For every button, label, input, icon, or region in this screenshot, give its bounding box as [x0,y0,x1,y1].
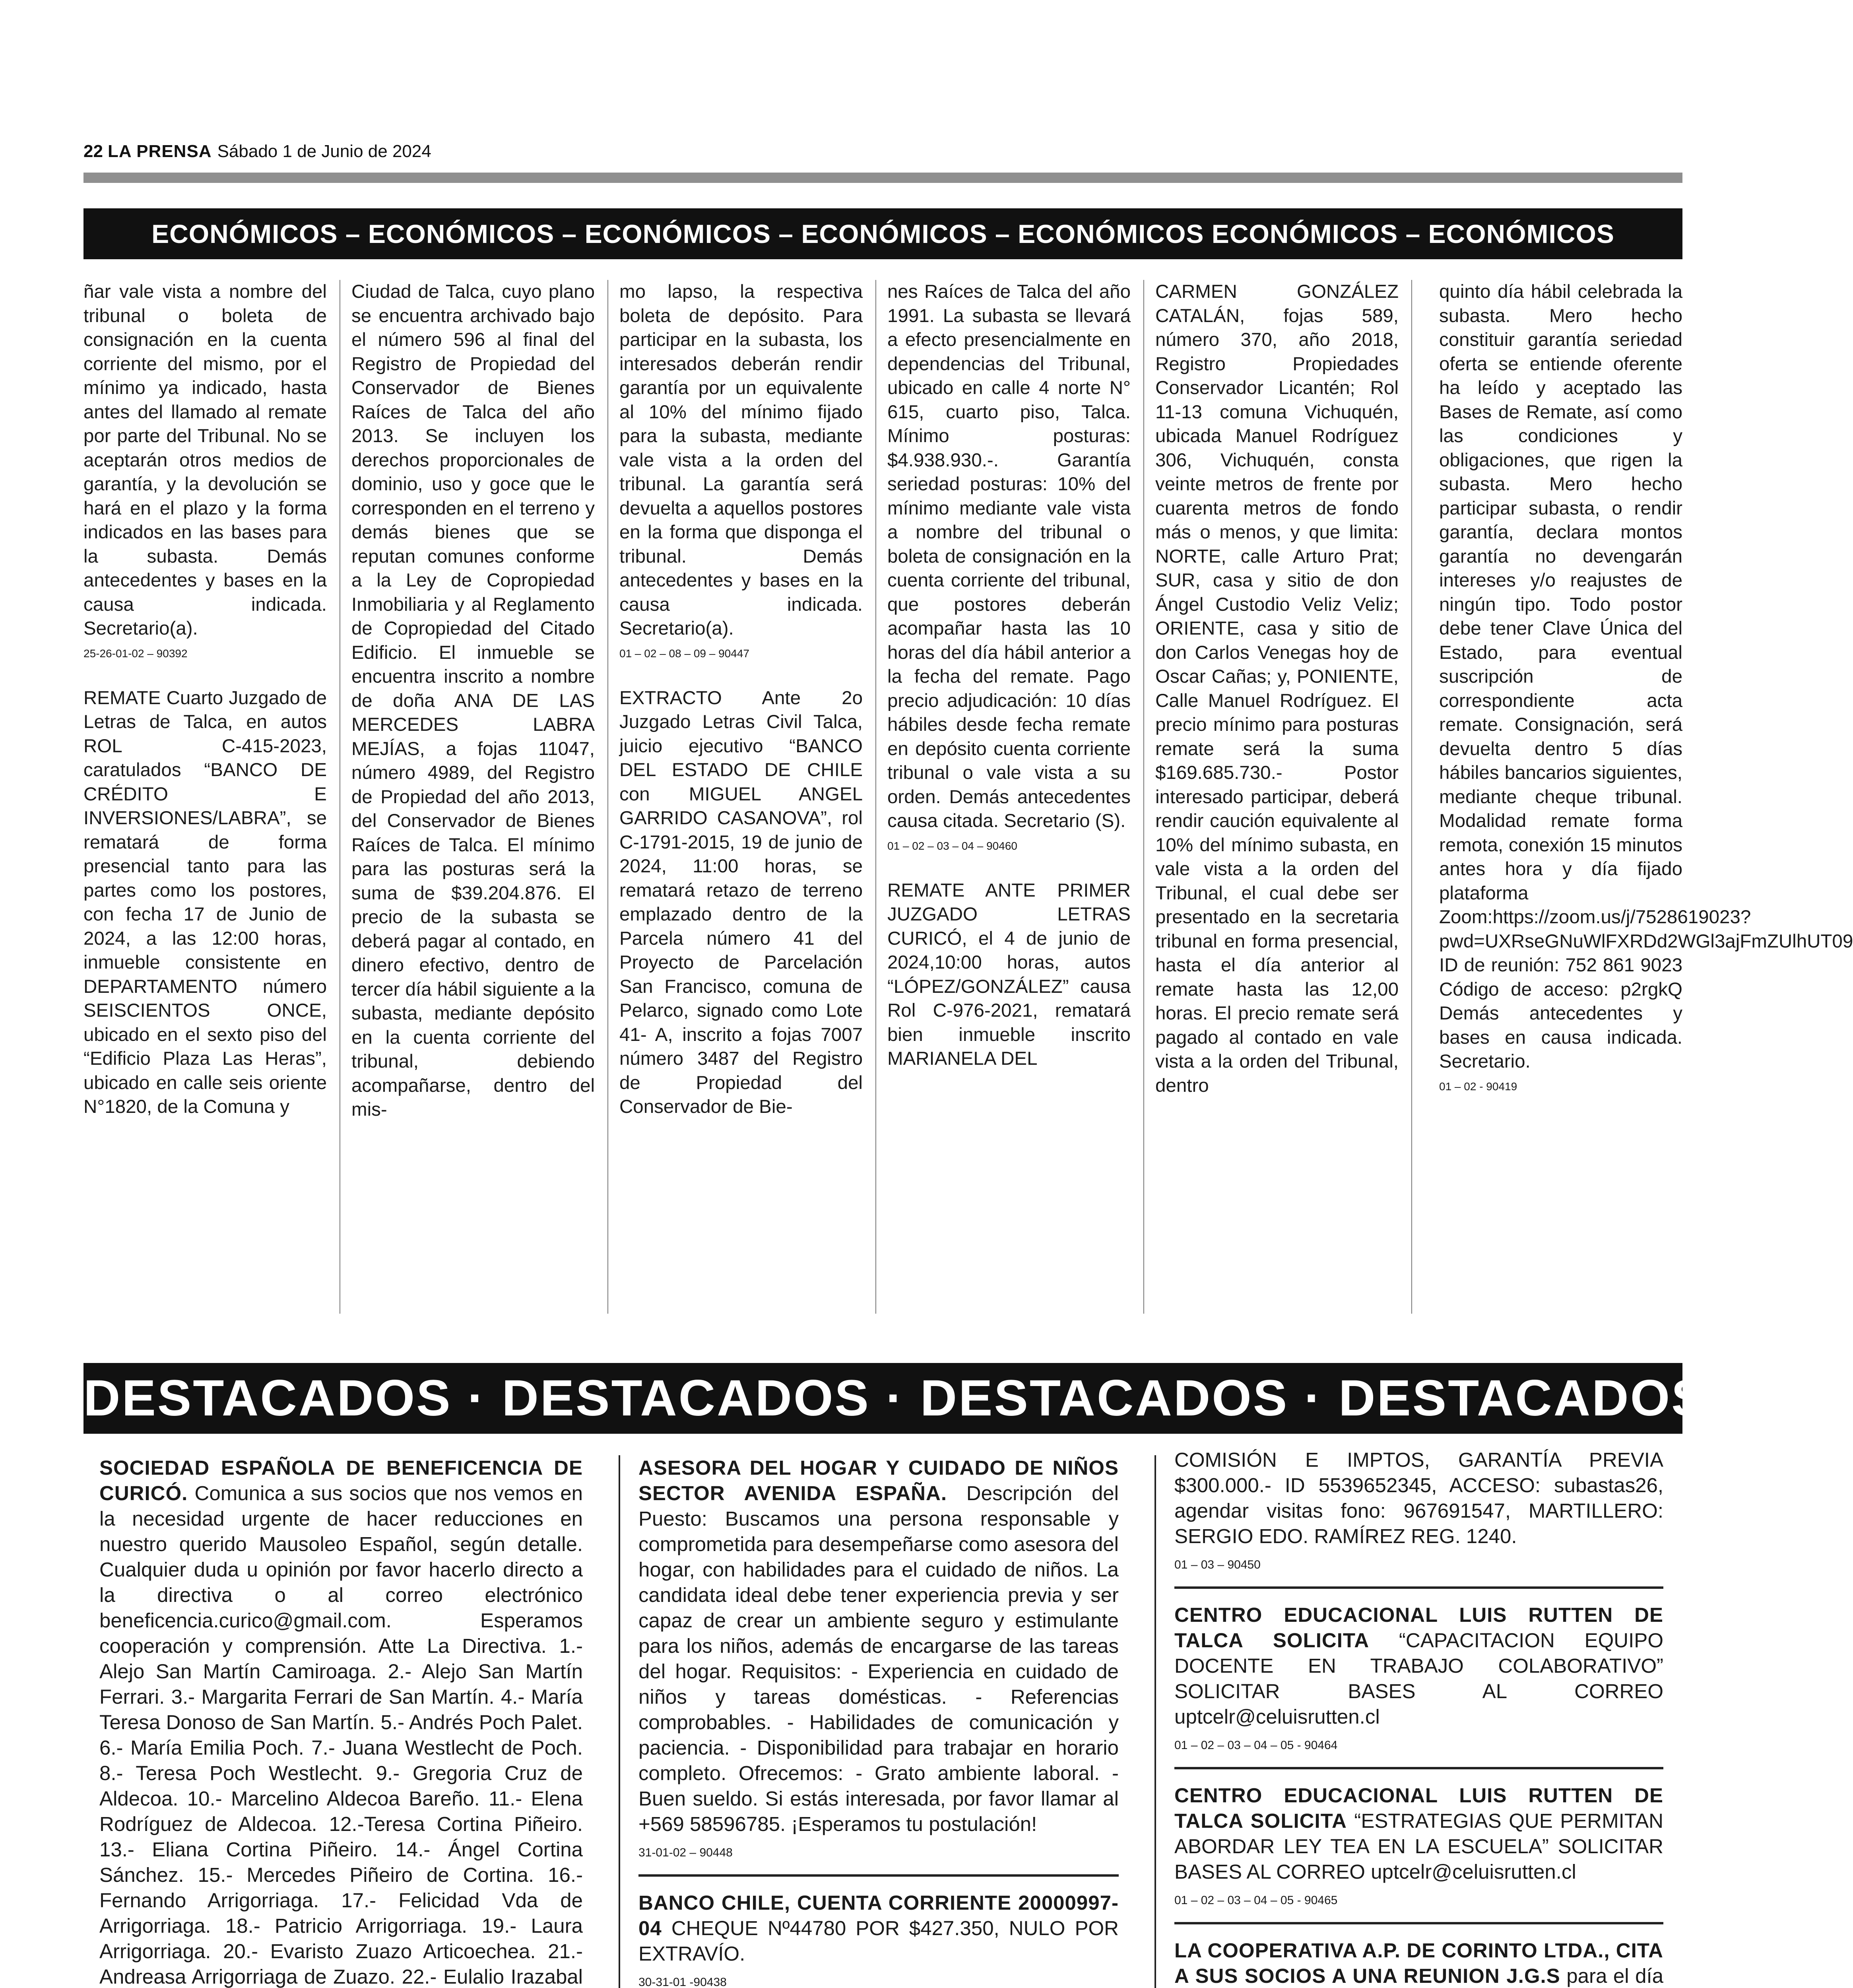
classified-ad [83,686,327,1119]
featured-notice [99,1455,583,1988]
ad-text: mo lapso, la respectiva boleta de depósito. Para participar en la subasta, los interesados deberán rendir garantía por un equivalente al 10% del mínimo fijado para la subasta, mediante vale vista a la orden del tribunal. La garantía será devuelta a aquellos postores en la forma que disponga el tribunal. Demás antecedentes y bases en la causa indicada. Secretario(a). [619,281,863,639]
economicos-column-3 [619,280,863,1119]
notice-title: CENTRO EDUCACIONAL LUIS RUTTEN DE TALCA SOLICITA [1174,1604,1663,1652]
column-divider [619,1455,620,1988]
notice-body: Comunica a sus socios que nos vemos en la necesidad urgente de hacer reducciones en nuestro querido Mausoleo Español, según detalle. Cualquier duda u opinión por favor hacerlo directo a la directiva o al correo electrónico beneficencia.curico@gmail.com. Esperamos cooperación y comprensión. Atte La Directiva. 1.- Alejo San Martín Camiroaga. 2.- Alejo San Martín Ferrari. 3.- Margarita Ferrari de San Martín. 4.- María Teresa Donoso de San Martín. 5.- Andrés Poch Palet. 6.- María Emilia Poch. 7.- Juana Westlecht de Poch. 8.- Teresa Poch Westlecht. 9.- Gregoria Cruz de Aldecoa. 10.- Marcelino Aldecoa Bareño. 11.- Elena Rodríguez de Aldecoa. 12.-Teresa Cortina Piñeiro. 13.- Eliana Cortina Piñeiro. 14.- Ángel Cortina Sánchez. 15.- Mercedes Piñeiro de Cortina. 16.- Fernando Arrigorriaga. 17.- Felicidad Vda de Arrigorriaga. 18.- Patricio Arrigorriaga. 19.- Laura Arrigorriaga. 20.- Evaristo Zuazo Articoechea. 21.- Andreasa Arrigorriaga de Zuazo. 22.- Eulalio Irazabal [99,1482,583,1988]
classified-ad [1439,280,1853,1095]
notice-body: “ESTRATEGIAS QUE PERMITAN ABORDAR LEY TEA EN LA ESCUELA” SOLICITAR BASES AL CORREO uptcelr@celuisrutten.cl [1174,1809,1664,1883]
ad-code: 25-26-01-02 – 90392 [83,647,188,660]
classified-ad [83,280,327,662]
notice-body: CHEQUE Nº44780 POR $427.350, NULO POR EXTRAVÍO. [638,1917,1119,1965]
featured-notice [1174,1783,1663,1908]
destacados-banner: DESTACADOS · DESTACADOS · DESTACADOS · DESTACADOS [83,1363,1682,1434]
notice-body: Descripción del Puesto: Buscamos una persona responsable y comprometida para desempeñarse como asesora del hogar, con habilidades para el cuidado de niños. La candidata ideal debe tener experiencia previa y ser capaz de crear un ambiente seguro y estimulante para los niños, además de encargarse de las tareas del hogar. Requisitos: - Experiencia en cuidado de niños y tareas domésticas. - Referencias comprobables. - Habilidades de comunicación y paciencia. - Disponibilidad para trabajar en horario completo. Ofrecemos: - Grato ambiente laboral. - Buen sueldo. Si estás interesada, por favor llamar al +569 58596785. ¡Esperamos tu postulación! [638,1482,1119,1835]
featured-notice [638,1890,1119,1988]
notice-body: “CAPACITACION EQUIPO DOCENTE EN TRABAJO COLABORATIVO” SOLICITAR BASES AL CORREO uptcelr@celuisrutten.cl [1174,1629,1663,1728]
notice-code: 01 – 03 – 90450 [1174,1558,1261,1571]
ad-code: 01 – 02 - 90419 [1439,1080,1517,1093]
economicos-column-6 [1439,280,1853,1095]
notice-title: SOCIEDAD ESPAÑOLA DE BENEFICENCIA DE CURICÓ. [99,1456,583,1505]
ad-text: REMATE Cuarto Juzgado de Letras de Talca, en autos ROL C-415-2023, caratulados “BANCO DE CRÉDITO E INVERSIONES/LABRA”, se rematará de forma presencial tanto para las partes como los postores, con fecha 17 de Junio de 2024, a las 12:00 horas, inmueble consistente en DEPARTAMENTO número SEISCIENTOS ONCE, ubicado en el sexto piso del “Edificio Plaza Las Heras”, ubicado en calle seis oriente N°1820, de la Comuna y [83,687,327,1117]
destacados-column-1 [99,1455,583,1988]
notice-title: LA COOPERATIVA A.P. DE CORINTO LTDA., CITA A SUS SOCIOS A UNA REUNION J.G.S [1174,1939,1663,1987]
notice-title: BANCO CHILE, CUENTA CORRIENTE 20000997-04 [638,1891,1119,1939]
ad-text: ñar vale vista a nombre del tribunal o boleta de consignación en la cuenta corriente del mismo, por el mínimo ya indicado, hasta antes del llamado al remate por parte del Tribunal. No se aceptarán otros medios de garantía, y la devolución se hará en el plazo y la forma indicados en las bases para la subasta. Demás antecedentes y bases en la causa indicada. Secretario(a). [83,281,327,639]
newspaper-name: LA PRENSA [107,142,212,161]
economicos-column-4 [887,280,1131,1071]
ad-text: REMATE ANTE PRIMER JUZGADO LETRAS CURICÓ, el 4 de junio de 2024,10:00 horas, autos “LÓPEZ/GONZÁLEZ” causa Rol C-976-2021, rematará bien inmueble inscrito MARIANELA DEL [887,879,1131,1069]
economicos-column-5 [1155,280,1399,1098]
page-number: 22 [83,142,103,161]
ad-text: CARMEN GONZÁLEZ CATALÁN, fojas 589, número 370, año 2018, Registro Propiedades Conservador Licantén; Rol 11-13 comuna Vichuquén, ubicada Manuel Rodríguez 306, Vichuquén, consta veinte metros de frente por cuarenta metros de fondo más o menos, y que limita: NORTE, calle Arturo Prat; SUR, casa y sitio de don Ángel Custodio Veliz Veliz; ORIENTE, casa y sitio de don Carlos Venegas hoy de Oscar Cañas; y, PONIENTE, Calle Manuel Rodríguez. El precio mínimo para posturas remate será la suma $169.685.730.- Postor interesado participar, deberá rendir caución equivalente al 10% del mínimo subasta, en vale vista a la orden del Tribunal, el cual debe ser presentado en la secretaria tribunal en forma presencial, hasta el día anterior al remate hasta las 12,00 horas. El precio remate será pagado al contado en vale vista a la orden del Tribunal, dentro [1155,281,1399,1096]
featured-notice [1174,1602,1663,1753]
notice-divider [638,1874,1119,1877]
notice-body: COMISIÓN E IMPTOS, GARANTÍA PREVIA $300.000.- ID 5539652345, ACCESO: subastas26, agendar visitas fono: 967691547, MARTILLERO: SERGIO EDO. RAMÍREZ REG. 1240. [1174,1448,1663,1547]
classified-ad [351,280,595,1122]
notice-title: CENTRO EDUCACIONAL LUIS RUTTEN DE TALCA SOLICITA [1174,1784,1663,1832]
ad-text: Ciudad de Talca, cuyo plano se encuentra archivado bajo el número 596 al final del Registro de Propiedad del Conservador de Bienes Raíces de Talca del año 2013. Se incluyen los derechos proporcionales de dominio, uso y goce que le corresponden en el terreno y demás bienes que se reputan comunes conforme a la Ley de Copropiedad Inmobiliaria y al Reglamento de Copropiedad del Citado Edificio. El inmueble se encuentra inscrito a nombre de doña ANA DE LAS MERCEDES LABRA MEJÍAS, a fojas 11047, número 4989, del Registro de Propiedad del año 2013, del Conservador de Bienes Raíces de Talca. El mínimo para las posturas será la suma de $39.204.876. El precio de la subasta se deberá pagar al contado, en dinero efectivo, dentro de tercer día hábil siguiente a la subasta, mediante depósito en la cuenta corriente del tribunal, debiendo acompañarse, dentro del mis- [351,281,595,1120]
column-divider [607,280,608,1314]
notice-divider [1174,1767,1663,1769]
column-divider [1411,280,1412,1314]
economicos-column-1 [83,280,327,1119]
economicos-column-2 [351,280,595,1122]
featured-notice [638,1455,1119,1861]
ad-text: EXTRACTO Ante 2o Juzgado Letras Civil Talca, juicio ejecutivo “BANCO DEL ESTADO DE CHILE con MIGUEL ANGEL GARRIDO CASANOVA”, rol C-1791-2015, 19 de junio de 2024, 11:00 horas, se rematará retazo de terreno emplazado dentro de la Parcela número 41 del Proyecto de Parcelación San Francisco, comuna de Pelarco, signado como Lote 41- A, inscrito a fojas 7007 número 3487 del Registro de Propiedad del Conservador de Bie- [619,687,863,1117]
notice-divider [1174,1922,1663,1924]
featured-notice [1174,1447,1663,1573]
header-rule [83,173,1682,183]
classified-ad [619,686,863,1119]
ad-code: 01 – 02 – 03 – 04 – 90460 [887,839,1017,852]
classified-ad [887,280,1131,854]
classified-ad [887,879,1131,1071]
notice-divider [1174,1586,1663,1589]
notice-code: 01 – 02 – 03 – 04 – 05 - 90465 [1174,1894,1338,1907]
column-divider [1143,280,1144,1314]
destacados-column-2 [638,1455,1119,1988]
featured-notice [1174,1938,1663,1988]
ad-text: nes Raíces de Talca del año 1991. La subasta se llevará a efecto presencialmente en dependencias del Tribunal, ubicado en calle 4 norte N° 615, cuarto piso, Talca. Mínimo posturas: $4.938.930.-. Garantía seriedad posturas: 10% del mínimo mediante vale vista a nombre del tribunal o boleta de consignación en la cuenta corriente del tribunal, que postores deberán acompañar hasta las 10 horas del día hábil anterior a la fecha del remate. Pago precio adjudicación: 10 días hábiles desde fecha remate en depósito cuenta corriente tribunal o vale vista a su orden. Demás antecedentes causa citada. Secretario (S). [887,281,1131,831]
economicos-banner: ECONÓMICOS – ECONÓMICOS – ECONÓMICOS – ECONÓMICOS – ECONÓMICOS ECONÓMICOS – ECONÓMICOS [83,208,1682,259]
column-divider [1154,1455,1156,1988]
classified-ad [1155,280,1399,1098]
column-divider [875,280,876,1314]
ad-code: 01 – 02 – 08 – 09 – 90447 [619,647,749,660]
page-folio [83,142,431,161]
notice-code: 01 – 02 – 03 – 04 – 05 - 90464 [1174,1739,1338,1752]
classified-ad [619,280,863,662]
ad-text: quinto día hábil celebrada la subasta. Mero hecho constituir garantía seriedad oferta se entiende oferente ha leído y aceptado las Bases de Remate, así como las condiciones y obligaciones, que rigen la subasta. Mero hecho participar subasta, o rendir garantía, declara montos garantía no devengarán intereses y/o reajustes de ningún tipo. Todo postor debe tener Clave Única del Estado, para eventual suscripción de correspondiente acta remate. Consignación, será devuelta dentro 5 días hábiles bancarios siguientes, mediante cheque tribunal. Modalidad remate forma remota, conexión 15 minutos antes hora y día fijado plataforma Zoom:https://zoom.us/j/7528619023?pwd=UXRseGNuWlFXRDd2WGl3ajFmZUlhUT09 ID de reunión: 752 861 9023 Código de acceso: p2rgkQ Demás antecedentes y bases en causa indicada. Secretario. [1439,281,1853,1072]
issue-date: Sábado 1 de Junio de 2024 [217,142,431,161]
destacados-column-3 [1174,1447,1663,1988]
notice-body: para el día [1566,1965,1663,1987]
notice-code: 31-01-02 – 90448 [638,1846,733,1859]
notice-title: ASESORA DEL HOGAR Y CUIDADO DE NIÑOS SECTOR AVENIDA ESPAÑA. [638,1456,1119,1505]
notice-code: 30-31-01 -90438 [638,1976,727,1988]
